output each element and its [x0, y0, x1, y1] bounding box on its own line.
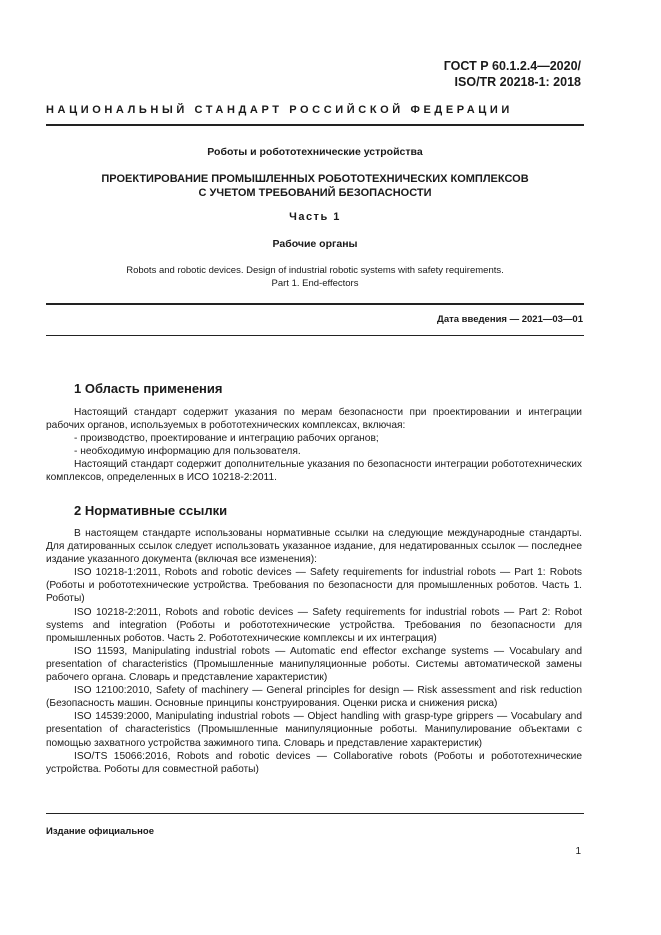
section2-heading: 2 Нормативные ссылки	[74, 503, 228, 518]
reference-item: ISO 14539:2000, Manipulating industrial robots — Object handling with grasp-type grippers — Vocabulary and presentation of characteristics (Промышленные манипуляционные роботы. Манипулирование объектами с помощью захватного устройства зажимного типа. Словарь и представление характеристик)	[46, 711, 582, 749]
section1-paragraph: Настоящий стандарт содержит указания по мерам безопасности при проектировании и интеграции рабочих органов, используемых в робототехнических комплексах, включая:	[46, 407, 582, 432]
reference-item: ISO 11593, Manipulating industrial robots — Automatic end effector exchange systems — Vocabulary and presentation of characteristics (Промышленные манипуляционные роботы. Системы автоматической замены рабочего органа. Словарь и представление характеристик)	[46, 645, 582, 684]
document-code-line2: ISO/TR 20218-1: 2018	[454, 75, 581, 89]
title-rule	[46, 303, 584, 305]
english-title-line2: Part 1. End-effectors	[271, 278, 359, 289]
section1-body	[46, 406, 582, 485]
english-title	[46, 264, 584, 290]
document-title-line2: С УЧЕТОМ ТРЕБОВАНИЙ БЕЗОПАСНОСТИ	[198, 187, 432, 199]
effective-date: Дата введения — 2021—03—01	[437, 314, 583, 325]
reference-item: ISO 10218-2:2011, Robots and robotic devices — Safety requirements for industrial robots — Part 2: Robot systems and integration (Роботы и робототехнические устройства. Требования по безопасности для промышленных роботов. Часть 2. Робототехнические комплексы и их интеграция)	[46, 606, 582, 644]
reference-item: ISO/TS 15066:2016, Robots and robotic devices — Collaborative robots (Роботы и робототехнические устройства. Роботы для совместной работы)	[46, 750, 582, 775]
reference-item: ISO 10218-1:2011, Robots and robotic devices — Safety requirements for industrial robots — Part 1: Robots (Роботы и робототехнические устройства. Требования по безопасности для промышленных роботов. Часть 1. Роботы)	[46, 567, 582, 605]
document-title-line1: ПРОЕКТИРОВАНИЕ ПРОМЫШЛЕННЫХ РОБОТОТЕХНИЧЕСКИХ КОМПЛЕКСОВ	[101, 173, 529, 185]
reference-item: ISO 12100:2010, Safety of machinery — General principles for design — Risk assessment and risk reduction (Безопасность машин. Основные принципы конструирования. Оценки риска и снижения риска)	[46, 685, 582, 710]
section2-paragraph: В настоящем стандарте использованы нормативные ссылки на следующие международные стандарты. Для датированных ссылок следует использовать указанное издание, для недатированных ссылок — последнее издание указанного документа (включая все изменения):	[46, 528, 582, 566]
category-label: Роботы и робототехнические устройства	[207, 146, 423, 158]
footer-rule	[46, 813, 584, 814]
document-subtitle: Рабочие органы	[272, 238, 358, 250]
document-code	[444, 58, 581, 90]
part-label: Часть 1	[289, 211, 341, 223]
page-number: 1	[575, 846, 581, 857]
list-item: - необходимую информацию для пользователя.	[74, 446, 301, 458]
section1-heading: 1 Область применения	[74, 381, 223, 396]
list-item: - производство, проектирование и интеграцию рабочих органов;	[74, 433, 379, 445]
section2-body	[46, 527, 582, 776]
section1-paragraph: Настоящий стандарт содержит дополнительные указания по безопасности интеграции робототехнических комплексов, определенных в ИСО 10218-2:2011.	[46, 459, 582, 484]
date-rule	[46, 335, 584, 336]
english-title-line1: Robots and robotic devices. Design of industrial robotic systems with safety requirements.	[126, 265, 504, 276]
document-title	[46, 172, 584, 200]
national-standard-heading: НАЦИОНАЛЬНЫЙ СТАНДАРТ РОССИЙСКОЙ ФЕДЕРАЦИИ	[46, 104, 513, 116]
header-rule	[46, 124, 584, 126]
official-edition-label: Издание официальное	[46, 826, 154, 837]
document-code-line1: ГОСТ Р 60.1.2.4—2020/	[443, 59, 581, 73]
